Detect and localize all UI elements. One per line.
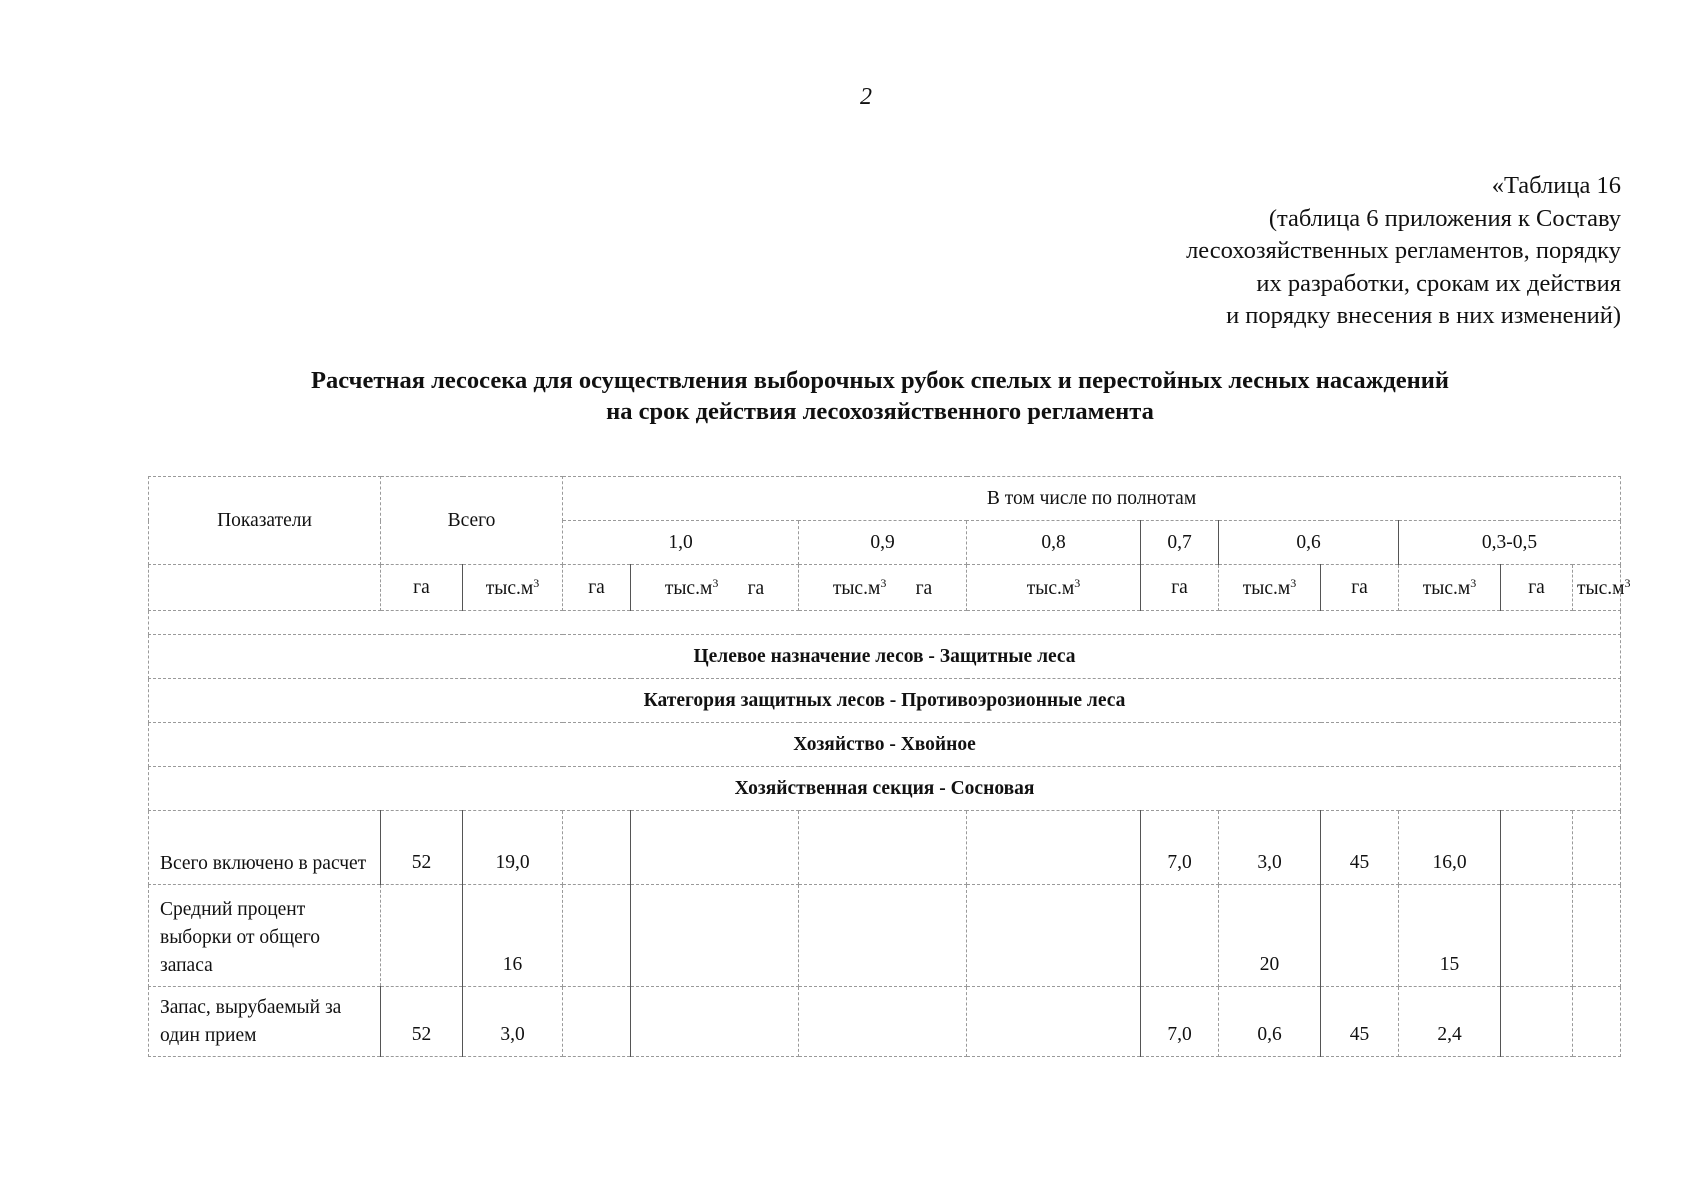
header-unit-ha: га xyxy=(1141,565,1219,611)
table-caption xyxy=(1186,170,1621,333)
cell-07-m3: 0,6 xyxy=(1219,987,1321,1057)
header-density: 0,3-0,5 xyxy=(1399,521,1621,565)
cell-total-m3: 16 xyxy=(463,885,563,987)
unit-m3-sup: 3 xyxy=(533,575,540,590)
cell-total-m3: 19,0 xyxy=(463,811,563,885)
cell-total-m3: 3,0 xyxy=(463,987,563,1057)
table-row xyxy=(149,987,1621,1057)
header-density: 0,7 xyxy=(1141,521,1219,565)
cell-05-m3 xyxy=(1573,811,1621,885)
row-label: Запас, вырубаемый за один прием xyxy=(149,987,381,1057)
header-total: Всего xyxy=(381,477,563,565)
cell-08 xyxy=(967,885,1141,987)
header-unit-m3 xyxy=(967,565,1141,611)
header-unit-m3 xyxy=(1573,565,1631,611)
header-density: 0,9 xyxy=(799,521,967,565)
section-category: Категория защитных лесов - Противоэрозионные леса xyxy=(149,679,1621,723)
spacer-row xyxy=(149,611,1621,635)
cell-09 xyxy=(799,811,967,885)
cell-07-ha xyxy=(1141,885,1219,987)
cell-total-ha xyxy=(381,885,463,987)
caption-line: и порядку внесения в них изменений) xyxy=(1226,302,1621,329)
header-unit-m3-pair xyxy=(799,565,967,611)
cell-08 xyxy=(967,811,1141,885)
cell-10-ha xyxy=(563,885,631,987)
cell-05-m3 xyxy=(1573,987,1621,1057)
cell-total-ha: 52 xyxy=(381,811,463,885)
header-density: 0,6 xyxy=(1219,521,1399,565)
cell-07-m3: 20 xyxy=(1219,885,1321,987)
cell-06-ha: 45 xyxy=(1321,987,1399,1057)
cell-10-ha xyxy=(563,811,631,885)
forest-cutting-table xyxy=(148,476,1631,1057)
document-title xyxy=(120,365,1640,427)
cell-05-ha xyxy=(1501,885,1573,987)
cell-05-ha xyxy=(1501,987,1573,1057)
cell-07-m3: 3,0 xyxy=(1219,811,1321,885)
unit-m3-sup: 3 xyxy=(880,575,887,590)
cell-07-ha: 7,0 xyxy=(1141,987,1219,1057)
title-line: на срок действия лесохозяйственного регламента xyxy=(606,398,1154,425)
unit-m3-text: тыс.м xyxy=(485,577,534,599)
caption-line: «Таблица 16 xyxy=(1491,172,1621,199)
cell-total-ha: 52 xyxy=(381,987,463,1057)
cell-06-m3: 15 xyxy=(1399,885,1501,987)
unit-m3-text: тыс.м xyxy=(664,577,713,599)
header-density: 1,0 xyxy=(563,521,799,565)
header-unit-ha: га xyxy=(563,565,631,611)
unit-m3-text: тыс.м xyxy=(1242,577,1291,599)
unit-m3-sup: 3 xyxy=(1074,575,1081,590)
header-unit-m3 xyxy=(1219,565,1321,611)
header-unit-ha: га xyxy=(1501,565,1573,611)
unit-m3-text: тыс.м xyxy=(1026,577,1075,599)
header-empty-cell xyxy=(149,565,381,611)
unit-m3-sup: 3 xyxy=(1624,575,1631,590)
unit-m3-text: тыс.м xyxy=(832,577,881,599)
unit-m3-text: тыс.м xyxy=(1577,577,1625,599)
cell-09 xyxy=(799,987,967,1057)
cell-07-ha: 7,0 xyxy=(1141,811,1219,885)
header-by-density: В том числе по полнотам xyxy=(563,477,1621,521)
cell-06-ha: 45 xyxy=(1321,811,1399,885)
header-unit-ha: га xyxy=(1321,565,1399,611)
header-unit-ha: га xyxy=(381,565,463,611)
caption-line: (таблица 6 приложения к Составу xyxy=(1268,204,1621,232)
unit-m3-text: тыс.м xyxy=(1422,577,1471,599)
cell-06-m3: 2,4 xyxy=(1399,987,1501,1057)
page-number: 2 xyxy=(860,84,872,110)
row-label: Средний процент выборки от общего запаса xyxy=(149,885,381,987)
cell-10-m3 xyxy=(631,987,799,1057)
unit-m3-sup: 3 xyxy=(1290,575,1297,590)
cell-10-m3 xyxy=(631,885,799,987)
title-line: Расчетная лесосека для осуществления выборочных рубок спелых и перестойных лесных насаждений xyxy=(311,367,1449,394)
table-row xyxy=(149,885,1621,987)
header-unit-m3 xyxy=(463,565,563,611)
header-density: 0,8 xyxy=(967,521,1141,565)
header-indicators: Показатели xyxy=(149,477,381,565)
cell-05-m3 xyxy=(1573,885,1621,987)
cell-09 xyxy=(799,885,967,987)
table-row xyxy=(149,811,1621,885)
header-unit-ha: га xyxy=(915,577,933,599)
cell-08 xyxy=(967,987,1141,1057)
cell-05-ha xyxy=(1501,811,1573,885)
cell-06-ha xyxy=(1321,885,1399,987)
cell-10-ha xyxy=(563,987,631,1057)
cell-06-m3: 16,0 xyxy=(1399,811,1501,885)
cell-10-m3 xyxy=(631,811,799,885)
unit-m3-sup: 3 xyxy=(712,575,719,590)
caption-line: их разработки, срокам их действия xyxy=(1256,269,1621,297)
header-unit-m3 xyxy=(1399,565,1501,611)
unit-m3-sup: 3 xyxy=(1470,575,1477,590)
section-economic-section: Хозяйственная секция - Сосновая xyxy=(149,767,1621,811)
header-unit-ha: га xyxy=(747,577,765,599)
section-economy: Хозяйство - Хвойное xyxy=(149,723,1621,767)
section-purpose: Целевое назначение лесов - Защитные леса xyxy=(149,635,1621,679)
row-label: Всего включено в расчет xyxy=(149,811,381,885)
header-unit-m3-pair xyxy=(631,565,799,611)
caption-line: лесохозяйственных регламентов, порядку xyxy=(1186,237,1621,264)
